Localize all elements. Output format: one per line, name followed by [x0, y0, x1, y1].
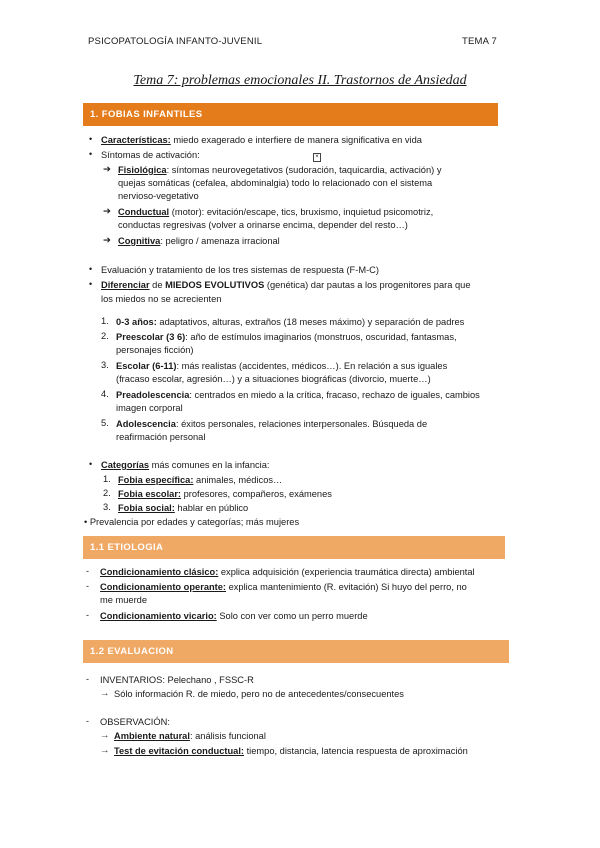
- section-heading-fobias: 1. FOBIAS INFANTILES: [83, 103, 498, 126]
- list-number: 3.: [101, 360, 109, 370]
- diferenciar-item: [101, 279, 471, 291]
- bullet-icon: •: [89, 134, 93, 144]
- dash-marker: -: [86, 716, 89, 726]
- etiologia-text: explica mantenimiento (R. evitación) Si huyo del perro, no: [226, 582, 467, 592]
- etiologia-item: [100, 566, 475, 578]
- categoria-item: [118, 474, 282, 486]
- cognitiva-label: Cognitiva: [118, 236, 161, 246]
- cognitiva-item: [118, 235, 280, 247]
- etapa-line2: imagen corporal: [116, 403, 183, 413]
- bullet-icon: •: [89, 264, 93, 274]
- etiologia-label: Condicionamiento clásico:: [100, 567, 219, 577]
- section-heading-etiologia: 1.1 ETIOLOGIA: [83, 536, 505, 559]
- etapa-item: [116, 418, 427, 430]
- etiologia-line2: me muerde: [100, 595, 148, 605]
- inventarios-sub: Sólo información R. de miedo, pero no de antecedentes/consecuentes: [114, 689, 404, 699]
- etapa-line2: reafirmación personal: [116, 432, 206, 442]
- diferenciar-bold: MIEDOS EVOLUTIVOS: [165, 280, 265, 290]
- etapa-label: Preescolar (3 6): [116, 332, 186, 342]
- arrow-right-icon: →: [100, 730, 110, 741]
- conductual-item: [118, 206, 433, 218]
- categorias-item: [101, 459, 269, 471]
- conductual-text: (motor): evitación/escape, tics, bruxismo, inquietud psicomotriz,: [169, 207, 434, 217]
- etiologia-label: Condicionamiento vicario:: [100, 611, 217, 621]
- etiologia-item: [100, 610, 368, 622]
- caracteristicas-item: [101, 134, 422, 146]
- sintomas-item: Síntomas de activación:: [101, 150, 200, 160]
- comment-marker-icon: ×: [313, 153, 321, 162]
- dash-marker: -: [86, 674, 89, 684]
- prevalencia-item: • Prevalencia por edades y categorías; más mujeres: [84, 517, 300, 527]
- observacion-text: tiempo, distancia, latencia respuesta de aproximación: [244, 746, 468, 756]
- etapa-item: [116, 360, 447, 372]
- fisiologica-text: : síntomas neurovegetativos (sudoración, taquicardia, activación) y: [166, 165, 442, 175]
- bullet-icon: •: [89, 279, 93, 289]
- evaluacion-item: Evaluación y tratamiento de los tres sistemas de respuesta (F-M-C): [101, 265, 379, 275]
- diferenciar-line2: los miedos no se acrecienten: [101, 294, 222, 304]
- fisiologica-label: Fisiológica: [118, 165, 167, 175]
- cognitiva-text: : peligro / amenaza irracional: [160, 236, 280, 246]
- dash-marker: -: [86, 610, 89, 620]
- categoria-text: profesores, compañeros, exámenes: [181, 489, 332, 499]
- observacion-test: [114, 745, 468, 757]
- etapa-label: Preadolescencia: [116, 390, 190, 400]
- categoria-item: [118, 488, 332, 500]
- etapa-text: adaptativos, alturas, extraños (18 meses máximo) y separación de padres: [156, 317, 465, 327]
- hollow-arrow-icon: ➔: [103, 235, 111, 246]
- etapa-text: : más realistas (accidentes, médicos…). En relación a sus iguales: [176, 361, 448, 371]
- etapa-label: 0-3 años:: [116, 317, 157, 327]
- page-title: Tema 7: problemas emocionales II. Trastornos de Ansiedad: [133, 73, 467, 88]
- list-number: 5.: [101, 418, 109, 428]
- categoria-text: animales, médicos…: [193, 475, 283, 485]
- etapa-label: Adolescencia: [116, 419, 176, 429]
- categoria-item: [118, 502, 248, 514]
- etapa-item: [116, 331, 457, 343]
- hollow-arrow-icon: ➔: [103, 164, 111, 175]
- etapa-line2: personajes ficción): [116, 345, 194, 355]
- list-number: 4.: [101, 389, 109, 399]
- etapa-label: Escolar (6-11): [116, 361, 177, 371]
- etiologia-text: Solo con ver como un perro muerde: [216, 611, 368, 621]
- dash-marker: -: [86, 581, 89, 591]
- running-header-topic: TEMA 7: [462, 36, 497, 47]
- conductual-label: Conductual: [118, 207, 170, 217]
- list-number: 2.: [103, 488, 111, 498]
- etapa-text: : centrados en miedo a la crítica, fracaso, rechazo de iguales, cambios: [189, 390, 480, 400]
- list-number: 3.: [103, 502, 111, 512]
- hollow-arrow-icon: ➔: [103, 206, 111, 217]
- etapa-item: [116, 389, 480, 401]
- inventarios-item: INVENTARIOS: Pelechano , FSSC-R: [100, 675, 254, 685]
- observacion-item: OBSERVACIÓN:: [100, 717, 170, 727]
- etiologia-text: explica adquisición (experiencia traumática directa) ambiental: [218, 567, 475, 577]
- etapa-item: [116, 316, 464, 328]
- observacion-label: Ambiente natural: [114, 731, 190, 741]
- categoria-label: Fobia específica:: [118, 475, 194, 485]
- arrow-right-icon: →: [100, 745, 110, 756]
- bullet-icon: •: [89, 459, 93, 469]
- observacion-label: Test de evitación conductual:: [114, 746, 245, 756]
- list-number: 1.: [101, 316, 109, 326]
- categorias-label: Categorías: [101, 460, 150, 470]
- list-number: 1.: [103, 474, 111, 484]
- running-header-course: PSICOPATOLOGÍA INFANTO-JUVENIL: [88, 36, 263, 47]
- diferenciar-text: (genética) dar pautas a los progenitores para que: [264, 280, 471, 290]
- diferenciar-mid: de: [149, 280, 166, 290]
- fisiologica-line2: quejas somáticas (cefalea, abdominalgia) todo lo relacionado con el sistema: [118, 178, 433, 188]
- fisiologica-line3: nervioso-vegetativo: [118, 191, 199, 201]
- etiologia-item: [100, 581, 467, 593]
- conductual-line2: conductas regresivas (volver a orinarse encima, depender del resto…): [118, 220, 408, 230]
- section-heading-evaluacion: 1.2 EVALUACION: [83, 640, 509, 663]
- etapa-line2: (fracaso escolar, agresión…) y a situaciones biográficas (divorcio, muerte…): [116, 374, 431, 384]
- list-number: 2.: [101, 331, 109, 341]
- bullet-icon: •: [89, 149, 93, 159]
- fisiologica-item: [118, 164, 441, 176]
- categorias-text: más comunes en la infancia:: [149, 460, 270, 470]
- categoria-label: Fobia social:: [118, 503, 175, 513]
- diferenciar-label: Diferenciar: [101, 280, 150, 290]
- arrow-right-icon: →: [100, 688, 110, 699]
- observacion-text: : análisis funcional: [189, 731, 266, 741]
- dash-marker: -: [86, 566, 89, 576]
- categoria-label: Fobia escolar:: [118, 489, 182, 499]
- etiologia-label: Condicionamiento operante:: [100, 582, 227, 592]
- observacion-natural: [114, 730, 266, 742]
- caracteristicas-label: Características:: [101, 135, 171, 145]
- etapa-text: : año de estímulos imaginarios (monstruos, oscuridad, fantasmas,: [185, 332, 457, 342]
- caracteristicas-text: miedo exagerado e interfiere de manera significativa en vida: [170, 135, 422, 145]
- categoria-text: hablar en público: [174, 503, 249, 513]
- etapa-text: : éxitos personales, relaciones interpersonales. Búsqueda de: [175, 419, 428, 429]
